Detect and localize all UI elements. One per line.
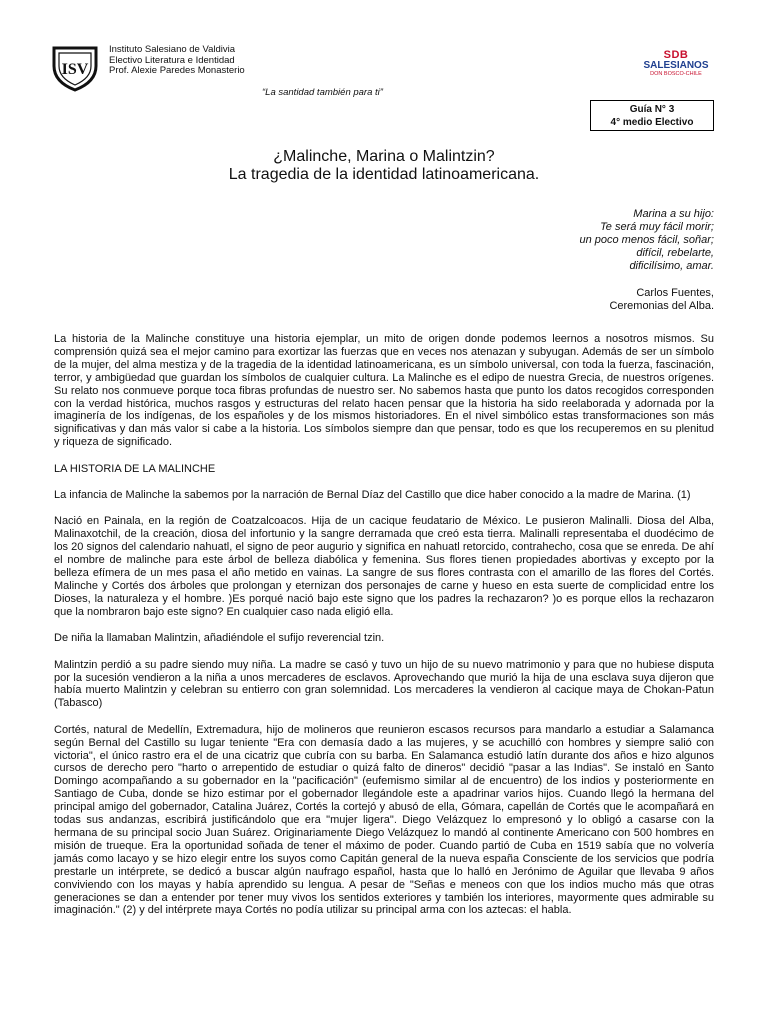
isv-shield-logo [50,44,100,92]
paragraph: Malintzin perdió a su padre siendo muy niña. La madre se casó y tuvo un hijo de su nuevo matrimonio y para que no hubiese disputa por la sucesión vendieron a la niña a unos mercaderes de esclavos. Aprovechando que murió la hija de una esclava suya dijeron que había muerto Malintzin y celebran su entierro con gran solemnidad. Los mercaderes la vendieron al cacique maya de Chokan-Patun (Tabasco) [54,658,714,710]
epigraph-author: Carlos Fuentes, [636,287,714,299]
logo-right-top: SDB [663,49,689,61]
guide-level: 4° medio Electivo [610,117,694,128]
institute-info [109,45,245,77]
course-name: Electivo Literatura e Identidad [109,54,235,66]
salesianos-logo [640,50,712,82]
epigraph [579,208,714,313]
intro-paragraph: La historia de la Malinche constituye una historia ejemplar, un mito de origen donde podemos leernos a nosotros mismos. Su comprensión quizá sea el mejor camino para exortizar las fuerzas que en veces nos atenazan y subyugan. Además de ser un símbolo de la mujer, del alma mestiza y de la tragedia de la identidad latinoamericana, es un símbolo universal, con toda la fuerza, fascinación, terror, y ambigüedad que guardan los símbolos de cualquier cultura. La Malinche es el edipo de nuestra Grecia, de nuestros orígenes. Su relato nos conmueve porque toca fibras profundas de nuestro ser. No sabemos hasta que punto los datos recogidos corresponden con la verdad histórica, muchos rasgos y estructuras del relato hacen pensar que la historia ha sido reelaborada y adornada por la imaginería de los indígenas, de los españoles y de los mismos historiadores. En el nivel simbólico estas transformaciones son más significativas y dan más valor si cabe a la historia. Los símbolos siempre dan que pensar, todo es que los recuperemos en su plenitud y riqueza de significado. [54,333,714,449]
epigraph-line: Te será muy fácil morir; [600,221,714,233]
institute-name: Instituto Salesiano de Valdivia [109,44,236,55]
logo-left-text: ISV [61,61,89,78]
paragraph: De niña la llamaban Malintzin, añadiéndole el sufijo reverencial tzin. [54,632,385,645]
paragraph: Cortés, natural de Medellín, Extremadura, hijo de molineros que reunieron escasos recursos para mandarlo a estudiar a Salamanca según Bernal del Castillo su lugar teniente "Era con demasía dado a las mujeres, y se acuchilló con hombres y siempre salió con victoria", el único rastro era el de una cicatriz que cubría con su barba. En Salamanca estudió latín durante dos años e hizo algunos cursos de derecho pero "harto o arrepentido de estudiar o quizá falto de dineros" decidió "pasar a las Indias". Se instaló en Santo Domingo acompañando a su gobernador en la "pacificación" (eufemismo similar al de encuentro) de los indios y posteriormente en Santiago de Cuba, donde se hizo estimar por el gobernador llegándole este a apadrinar varios hijos. Cuando llegó la hermana del principal amigo del gobernador, Catalina Juárez, Cortés la cortejó y abusó de ella, Gómara, capellán de Cortés que le acompañará en todas sus andanzas, escribirá justificándolo que era "mujer ligera". Diego Velázquez lo empresonó y lo obligó a casarse con la hermana de su principal socio Juan Suárez. Originariamente Diego Velázquez lo mandó al continente Americano con 500 hombres en misión de trueque. Era la oportunidad soñada de tener el máximo de poder. Cuando partió de Cuba en 1519 sabía que no volvería jamás como lacayo y se hizo elegir entre los suyos como Capitán general de la nueva españa Consciente de los servicios que podría prestarle un intérprete, se dedicó a buscar algún naufrago español, hasta que lo halló en Jerónimo de Aguilar que llevaba 9 años conviviendo con los mayas y había aprendido su lengua. A pesar de "Señas e meneos con que los indios mucho más que otras generaciones se dan a entender por tener muy vivos los sentidos exteriores y también los interiores, mayormente ques admirable su imaginación." (2) y del intérprete maya Cortés no podía utilizar su principal arma con los aztecas: el habla. [54,723,714,917]
page-title [0,148,768,184]
epigraph-line: difícil, rebelarte, [636,247,714,259]
guide-number: Guía N° 3 [629,104,675,115]
logo-right-bottom: DON BOSCO-CHILE [650,71,702,77]
article-body [54,333,714,931]
epigraph-line: Marina a su hijo: [633,208,714,220]
paragraph: Nació en Painala, en la región de Coatzalcoacos. Hija de un cacique feudatario de México. Le pusieron Malinalli. Diosa del Alba, Malinaxotchil, de la creación, diosa del infortunio y la sangre derramada que creó esta tierra. Malinalli representaba el duodécimo de los 20 signos del calendario nahuatl, el signo de peor augurio y significa en nahuatl retorcido, contrahecho, cosa que se enreda. De ahí el nombre de malinche para este árbol de belleza diabólica y femenina. Sus flores tienen propiedades abortivas y excepto por la belleza efímera de un mes pasa el año metido en vainas. La sangre de sus flores contrasta con el amarillo de las flores del Cortés. Malinche y Cortés dos árboles que prolongan y eternizan dos personajes de carne y hueso en esta suerte de complicidad entre los Dioses, la naturaleza y el hombre. )Es porqué nació bajo este signo que los padres la rechazaron? )o es porque ellos la rechazaron que la nombraron bajo este signo? En cualquier caso nada eligió ella. [54,515,714,618]
epigraph-line: un poco menos fácil, soñar; [579,234,714,246]
logo-right-middle: SALESIANOS [643,60,709,71]
teacher-name: Prof. Alexie Paredes Monasterio [109,65,245,77]
motto: “La santidad también para ti” [262,87,383,98]
section-heading: LA HISTORIA DE LA MALINCHE [54,462,216,475]
epigraph-line: dificilísimo, amar. [629,260,714,272]
epigraph-source: Ceremonias del Alba. [609,300,714,312]
title-line-1: ¿Malinche, Marina o Malintzin? [273,148,495,165]
guide-box [590,100,714,131]
paragraph: La infancia de Malinche la sabemos por la narración de Bernal Díaz del Castillo que dice haber conocido a la madre de Marina. (1) [54,489,691,502]
title-line-2: La tragedia de la identidad latinoamericana. [228,166,540,183]
